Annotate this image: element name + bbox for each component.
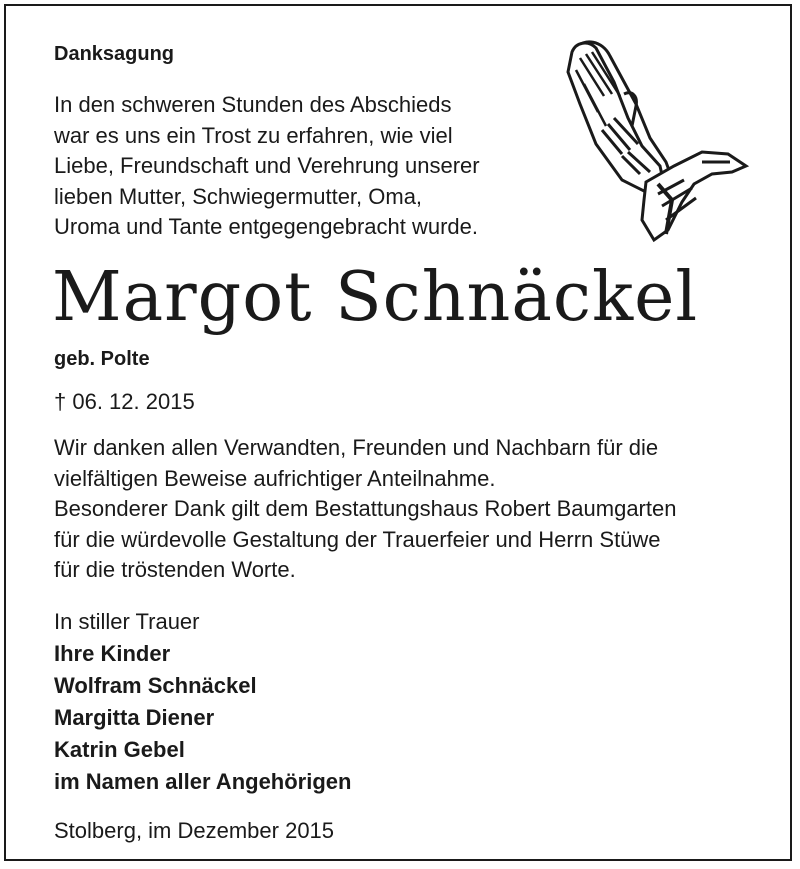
thanks-line: für die würdevolle Gestaltung der Trauerfeier und Herrn Stüwe bbox=[54, 526, 661, 552]
thanks-text bbox=[54, 433, 774, 586]
notice-heading: Danksagung bbox=[54, 43, 175, 65]
mourner-entry: im Namen aller Angehörigen bbox=[54, 769, 352, 794]
mourner-entry: Wolfram Schnäckel bbox=[54, 673, 257, 698]
mourner-entry: Ihre Kinder bbox=[54, 641, 171, 666]
intro-text bbox=[54, 90, 554, 243]
intro-line: lieben Mutter, Schwiegermutter, Oma, bbox=[54, 183, 423, 209]
intro-line: Uroma und Tante entgegengebracht wurde. bbox=[54, 214, 478, 239]
mourner-entry: Margitta Diener bbox=[54, 705, 215, 730]
intro-line: In den schweren Stunden des Abschieds bbox=[54, 92, 452, 117]
thanks-line: Besonderer Dank gilt dem Bestattungshaus Robert Baumgarten bbox=[54, 496, 677, 521]
mourning-intro: In stiller Trauer bbox=[54, 609, 200, 634]
deceased-name: Margot Schnäckel bbox=[52, 258, 699, 337]
intro-line: war es uns ein Trost zu erfahren, wie viel bbox=[54, 122, 453, 148]
thanks-line: für die tröstenden Worte. bbox=[54, 557, 296, 582]
thanks-line: vielfältigen Beweise aufrichtiger Anteilnahme. bbox=[54, 465, 496, 491]
intro-line: Liebe, Freundschaft und Verehrung unserer bbox=[54, 153, 480, 178]
maiden-name: geb. Polte bbox=[54, 348, 150, 370]
obituary-notice bbox=[4, 4, 792, 861]
death-date: † 06. 12. 2015 bbox=[54, 389, 195, 414]
thanks-line: Wir danken allen Verwandten, Freunden und Nachbarn für die bbox=[54, 435, 659, 460]
place-and-date: Stolberg, im Dezember 2015 bbox=[54, 818, 335, 843]
mourners-block bbox=[54, 606, 554, 798]
praying-hands-icon bbox=[562, 34, 758, 246]
mourner-entry: Katrin Gebel bbox=[54, 737, 185, 762]
